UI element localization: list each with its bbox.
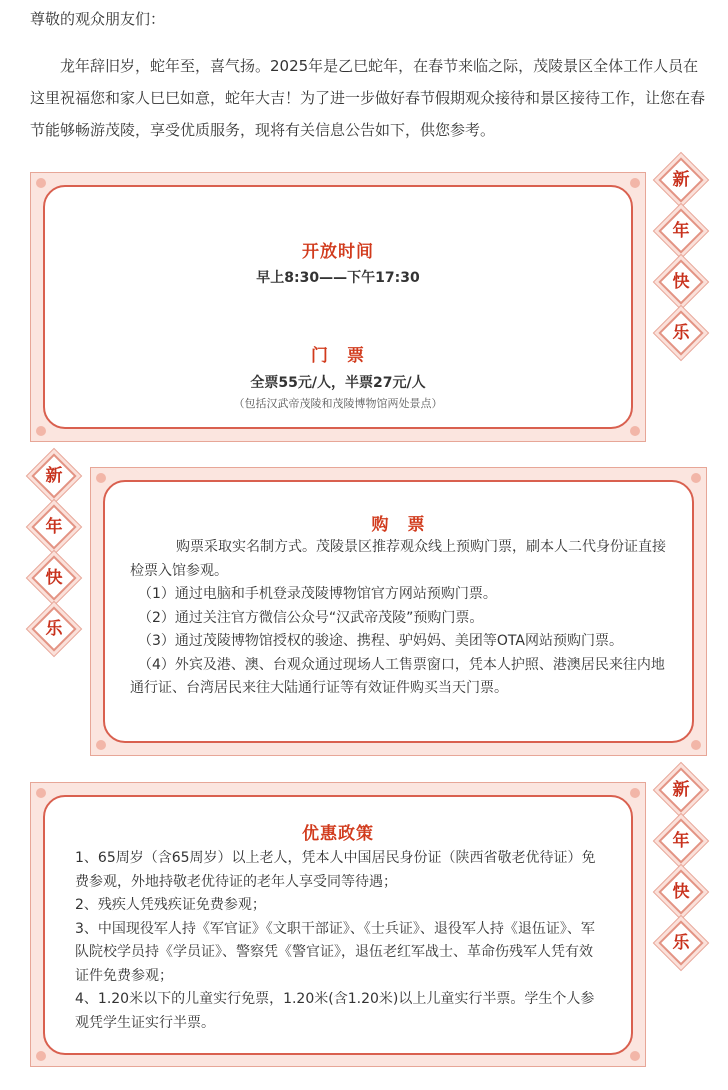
corner-dot: [96, 740, 106, 750]
discount-line: 4、1.20米以下的儿童实行免票，1.20米(含1.20米)以上儿童实行半票。学生个人参观凭学生证实行半票。: [75, 991, 595, 1031]
purchase-line: （4）外宾及港、澳、台观众通过现场人工售票窗口，凭本人护照、港澳居民来往内地通行证、台湾居民来往大陆通行证等有效证件购买当天门票。: [130, 656, 665, 696]
badge-kuai: 快: [661, 262, 701, 302]
corner-dot: [36, 1051, 46, 1061]
badge-nian: 年: [661, 211, 701, 251]
ticket-price: 全票55元/人，半票27元/人: [250, 375, 426, 391]
purchase-card: [103, 480, 694, 743]
purchase-panel: [90, 467, 707, 756]
badge-le: 乐: [34, 609, 74, 649]
badge-kuai: 快: [661, 872, 701, 912]
purchase-line: 购票采取实名制方式。茂陵景区推荐观众线上预购门票，刷本人二代身份证直接检票入馆参观。: [130, 539, 666, 579]
discount-body: [75, 847, 603, 1035]
purchase-body: [130, 536, 667, 701]
purchase-line: （2）通过关注官方微信公众号“汉武帝茂陵”预购门票。: [138, 609, 484, 626]
discount-line: 1、65周岁（含65周岁）以上老人，凭本人中国居民身份证（陕西省敬老优待证）免费参观，外地持敬老优待证的老年人享受同等待遇；: [75, 850, 596, 890]
discount-line: 3、中国现役军人持《军官证》《文职干部证》、《士兵证》、退役军人持《退伍证》、军队院校学员持《学员证》、警察凭《警官证》，退伍老红军战士、革命伤残军人凭有效证件免费参观；: [75, 920, 595, 984]
corner-dot: [630, 788, 640, 798]
badge-xin: 新: [34, 456, 74, 496]
badge-xin: 新: [661, 160, 701, 200]
intro-paragraph: 龙年辞旧岁，蛇年至，喜气扬。2025年是乙巳蛇年，在春节来临之际，茂陵景区全体工作人员在这里祝福您和家人巳巳如意，蛇年大吉！为了进一步做好春节假期观众接待和景区接待工作，让您在春节能够畅游茂陵，享受优质服务，现将有关信息公告如下，供您参考。: [30, 57, 706, 139]
badge-nian: 年: [34, 507, 74, 547]
purchase-line: （3）通过茂陵博物馆授权的骏途、携程、驴妈妈、美团等OTA网站预购门票。: [138, 633, 623, 649]
badge-nian: 年: [661, 821, 701, 861]
corner-dot: [691, 740, 701, 750]
opening-hours-card: [43, 185, 633, 429]
opening-hours-panel: [30, 172, 646, 442]
badge-le: 乐: [661, 313, 701, 353]
corner-dot: [36, 788, 46, 798]
corner-dot: [36, 178, 46, 188]
corner-dot: [96, 473, 106, 483]
discount-panel: [30, 782, 646, 1067]
corner-dot: [630, 426, 640, 436]
ticket-note: （包括汉武帝茂陵和茂陵博物馆两处景点）: [233, 397, 443, 410]
greeting: 尊敬的观众朋友们：: [30, 10, 166, 28]
badge-xin: 新: [661, 770, 701, 810]
badge-le: 乐: [661, 923, 701, 963]
corner-dot: [36, 426, 46, 436]
opening-hours-value: 早上8:30——下午17:30: [256, 270, 420, 286]
discount-line: 2、残疾人凭残疾证免费参观；: [75, 897, 266, 913]
discount-title: 优惠政策: [302, 824, 374, 844]
ticket-title: 门 票: [311, 346, 365, 366]
corner-dot: [630, 1051, 640, 1061]
purchase-title: 购 票: [371, 515, 426, 535]
corner-dot: [691, 473, 701, 483]
opening-hours-title: 开放时间: [302, 242, 374, 262]
purchase-line: （1）通过电脑和手机登录茂陵博物馆官方网站预购门票。: [138, 586, 497, 602]
discount-card: [43, 795, 633, 1055]
corner-dot: [630, 178, 640, 188]
badge-kuai: 快: [34, 558, 74, 598]
